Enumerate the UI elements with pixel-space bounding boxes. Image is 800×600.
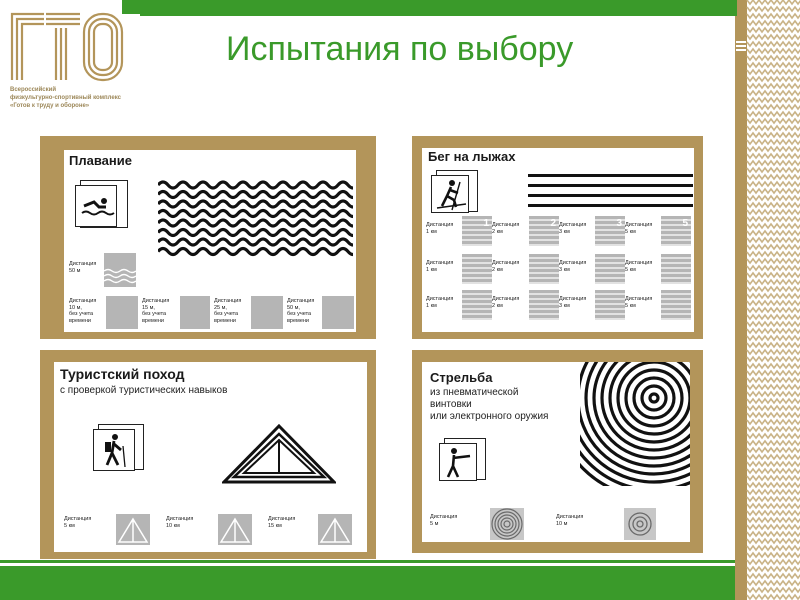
swim-top-distance-label <box>69 261 96 274</box>
skier-glyph <box>432 176 468 212</box>
ski-item-thumbnail[interactable] <box>595 216 625 246</box>
swimmer-icon-frame <box>75 185 117 227</box>
logo-caption-line: физкультурно-спортивный комплекс <box>10 95 121 101</box>
ski-item-label <box>492 260 519 273</box>
distance-label: Дистанция <box>64 516 92 522</box>
hiker-icon-frame <box>93 429 135 471</box>
distance-note: времени <box>287 317 309 324</box>
distance-label: Дистанция <box>69 298 97 304</box>
ski-item-thumbnail[interactable] <box>529 216 559 246</box>
ski-item-label <box>625 260 652 273</box>
distance-value: 50 м, <box>287 304 300 311</box>
swim-item-label <box>287 298 314 324</box>
distance-value: 15 км <box>268 522 282 529</box>
distance-label: Дистанция <box>268 516 296 522</box>
wave-thumb-glyph <box>104 253 136 287</box>
ski-item-thumbnail[interactable] <box>595 290 625 320</box>
ski-item-thumbnail[interactable] <box>529 254 559 284</box>
swim-item-thumbnail[interactable] <box>180 296 210 329</box>
distance-value: 10 км <box>166 522 180 529</box>
target-ring <box>610 362 690 442</box>
swimmer-glyph <box>76 186 116 226</box>
tent-thumb-glyph <box>116 514 150 545</box>
bottom-green-line <box>0 560 735 563</box>
distance-label: Дистанция <box>492 260 520 266</box>
distance-label: Дистанция <box>625 260 653 266</box>
target-thumb-glyph <box>624 508 656 540</box>
ski-item-label <box>492 296 519 309</box>
wave-line <box>158 211 353 217</box>
distance-label: Дистанция <box>492 222 520 228</box>
ski-item-number: 3 <box>616 218 622 229</box>
ski-item-thumbnail[interactable] <box>462 216 492 246</box>
distance-label: Дистанция <box>166 516 194 522</box>
ski-item-number: 2 <box>550 218 556 229</box>
distance-note: без учета <box>287 311 312 317</box>
skiing-title: Бег на лыжах <box>428 149 516 164</box>
distance-note: времени <box>69 317 91 324</box>
shooting-subtitle-line: или электронного оружия <box>430 411 549 422</box>
distance-value: 2 км <box>492 228 503 235</box>
logo-caption-line: «Готов к труду и обороне» <box>10 103 90 109</box>
top-green-line <box>140 14 737 16</box>
hike-item-label <box>166 516 193 529</box>
ski-item-label <box>625 222 652 235</box>
target-ring <box>634 378 674 418</box>
distance-value: 3 км <box>559 228 570 235</box>
hiker-glyph <box>94 430 134 470</box>
shooter-icon-frame <box>439 443 477 481</box>
logo-caption <box>10 86 160 110</box>
wave-line <box>158 201 353 207</box>
wave-line <box>158 192 353 198</box>
hike-item-label <box>64 516 91 529</box>
hike-item-label <box>268 516 295 529</box>
ski-item-thumbnail[interactable] <box>462 254 492 284</box>
target-ring <box>618 362 690 434</box>
target-ring <box>650 394 658 402</box>
hike-item-thumbnail[interactable] <box>116 514 150 545</box>
wave-line <box>158 249 353 255</box>
distance-note: без учета <box>142 311 167 317</box>
distance-note: без учета <box>214 311 239 317</box>
distance-label: Дистанция <box>492 296 520 302</box>
logo-caption-line: Всероссийский <box>10 87 57 93</box>
distance-value: 10 м, <box>69 304 82 311</box>
bottom-green-bar <box>0 566 735 600</box>
skiing-panel <box>422 148 694 332</box>
slide-title: Испытания по выбору <box>226 30 574 68</box>
tent-illustration <box>222 424 336 486</box>
distance-value: 2 км <box>492 266 503 273</box>
distance-value: 3 км <box>559 302 570 309</box>
distance-value: 5 км <box>625 302 636 309</box>
distance-note: времени <box>142 317 164 324</box>
target-thumb-glyph <box>490 508 524 540</box>
ski-item-thumbnail[interactable] <box>462 290 492 320</box>
distance-label: Дистанция <box>142 298 170 304</box>
swim-item-thumbnail[interactable] <box>322 296 354 329</box>
skier-icon <box>436 170 478 212</box>
ski-item-label <box>625 296 652 309</box>
shoot-item-thumbnail[interactable] <box>624 508 656 540</box>
swimming-card <box>40 136 376 339</box>
distance-value: 5 км <box>625 266 636 273</box>
distance-value: 50 м <box>69 267 81 274</box>
hike-item-thumbnail[interactable] <box>318 514 352 545</box>
distance-value: 2 км <box>492 302 503 309</box>
shooter-icon <box>444 438 486 480</box>
distance-label: Дистанция <box>559 296 587 302</box>
shooting-subtitle-line: из пневматической <box>430 387 519 398</box>
target-illustration <box>580 362 690 486</box>
ski-item-thumbnail[interactable] <box>661 216 691 246</box>
shoot-item-thumbnail[interactable] <box>490 508 524 540</box>
distance-label: Дистанция <box>426 296 454 302</box>
gto-logo-mark <box>8 8 128 83</box>
distance-value: 5 км <box>625 228 636 235</box>
swim-item-label <box>214 298 241 324</box>
swim-item-label <box>69 298 96 324</box>
swim-top-thumbnail[interactable] <box>104 253 136 287</box>
distance-label: Дистанция <box>559 222 587 228</box>
ski-item-thumbnail[interactable] <box>661 290 691 320</box>
ski-item-thumbnail[interactable] <box>661 254 691 284</box>
distance-value: 15 м, <box>142 304 155 311</box>
distance-value: 5 м <box>430 520 439 527</box>
hiking-title: Туристский поход <box>60 366 185 382</box>
distance-label: Дистанция <box>426 260 454 266</box>
swimmer-icon <box>80 180 128 228</box>
ski-tracks-illustration <box>528 172 693 208</box>
skier-icon-frame <box>431 175 469 213</box>
hiking-subtitle: с проверкой туристических навыков <box>60 385 228 396</box>
tent-thumb-glyph <box>318 514 352 545</box>
ski-item-label <box>426 296 453 309</box>
distance-label: Дистанция <box>625 222 653 228</box>
shoot-item-label <box>556 514 583 527</box>
decorative-zigzag-strip <box>735 0 800 600</box>
distance-note: без учета <box>69 311 94 317</box>
ski-item-label <box>559 296 586 309</box>
distance-value: 1 км <box>426 266 437 273</box>
shooting-subtitle-line: винтовки <box>430 399 472 410</box>
swim-item-thumbnail[interactable] <box>251 296 283 329</box>
distance-label: Дистанция <box>430 514 458 520</box>
hiking-panel <box>54 362 367 552</box>
tent-thumb-glyph <box>218 514 252 545</box>
ski-item-thumbnail[interactable] <box>595 254 625 284</box>
distance-value: 1 км <box>426 302 437 309</box>
distance-value: 25 м, <box>214 304 227 311</box>
distance-value: 5 км <box>64 522 75 529</box>
ski-item-label <box>559 260 586 273</box>
ski-item-number: 1 <box>483 218 489 229</box>
swim-item-thumbnail[interactable] <box>106 296 138 329</box>
hiking-card <box>40 350 376 559</box>
distance-value: 3 км <box>559 266 570 273</box>
shooter-glyph <box>440 444 476 480</box>
distance-label: Дистанция <box>559 260 587 266</box>
menu-icon[interactable] <box>735 40 747 52</box>
ski-item-number: 5 <box>682 218 688 229</box>
distance-label: Дистанция <box>426 222 454 228</box>
distance-value: 10 м <box>556 520 568 527</box>
waves-illustration <box>158 178 353 258</box>
distance-value: 1 км <box>426 228 437 235</box>
wave-line <box>158 239 353 245</box>
swimming-title: Плавание <box>69 153 132 168</box>
distance-label: Дистанция <box>287 298 315 304</box>
target-ring <box>642 386 666 410</box>
shooting-subtitle <box>430 387 548 423</box>
ski-item-label <box>559 222 586 235</box>
distance-note: времени <box>214 317 236 324</box>
shooting-panel <box>422 362 690 542</box>
wave-line <box>158 220 353 226</box>
swimming-panel <box>64 150 356 332</box>
skiing-card <box>412 136 703 339</box>
ski-item-label <box>426 222 453 235</box>
shooting-card <box>412 350 703 553</box>
wave-line <box>158 230 353 236</box>
distance-label: Дистанция <box>69 261 97 267</box>
distance-label: Дистанция <box>625 296 653 302</box>
shoot-item-label <box>430 514 457 527</box>
hiker-icon <box>98 424 144 470</box>
swim-item-label <box>142 298 169 324</box>
shooting-title: Стрельба <box>430 370 493 385</box>
distance-label: Дистанция <box>214 298 242 304</box>
ski-item-label <box>492 222 519 235</box>
top-green-bar <box>122 0 737 14</box>
ski-item-thumbnail[interactable] <box>529 290 559 320</box>
hike-item-thumbnail[interactable] <box>218 514 252 545</box>
distance-label: Дистанция <box>556 514 584 520</box>
wave-line <box>158 182 353 188</box>
ski-item-label <box>426 260 453 273</box>
